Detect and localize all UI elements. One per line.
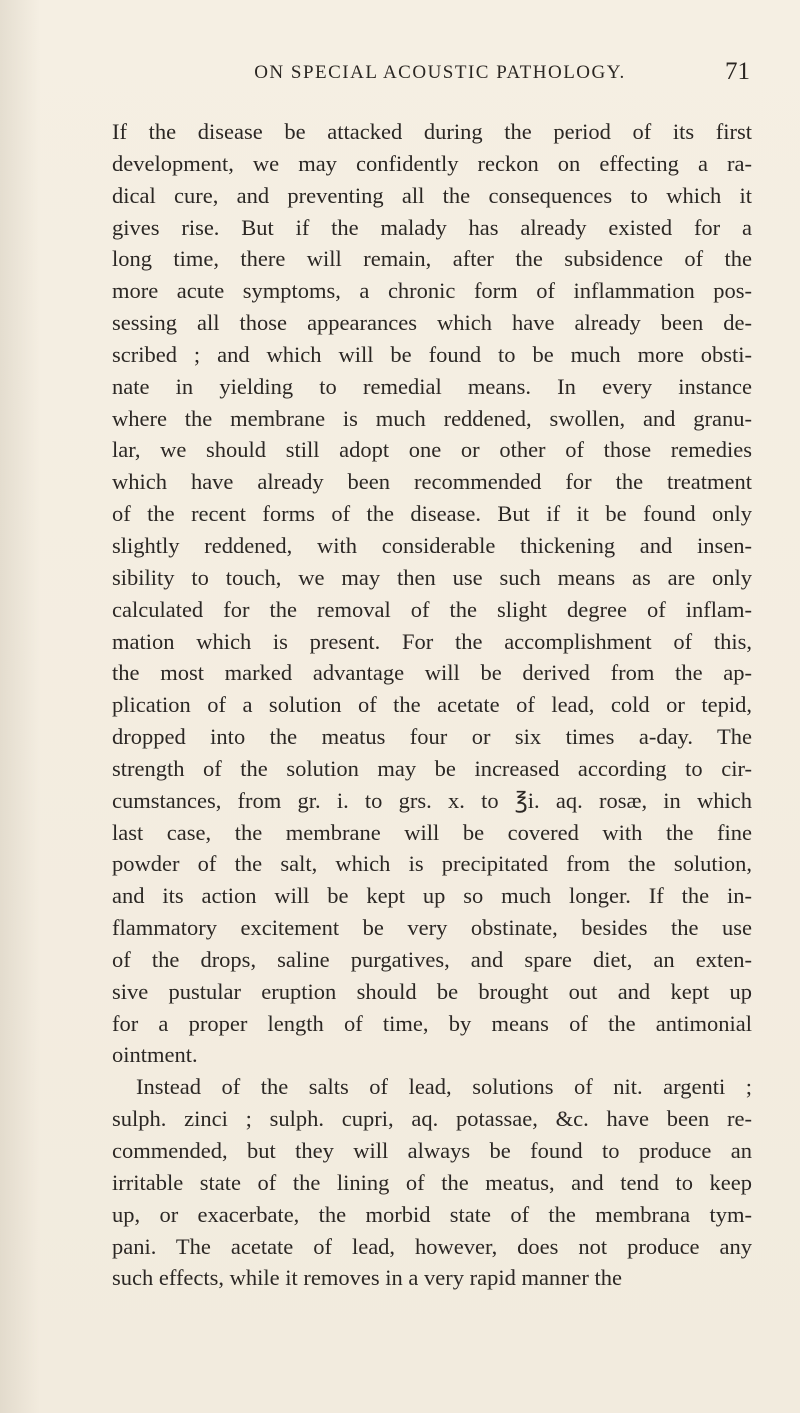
- body-text: [112, 116, 752, 1294]
- text-line: gives rise. But if the malady has already existed for a: [112, 214, 752, 240]
- text-line: strength of the solution may be increased according to cir-: [112, 755, 752, 781]
- text-line: nate in yielding to remedial means. In every instance: [112, 373, 752, 399]
- text-line: Instead of the salts of lead, solutions of nit. argenti ;: [136, 1074, 752, 1100]
- text-line: for a proper length of time, by means of the antimonial: [112, 1010, 752, 1036]
- text-line: dical cure, and preventing all the consequences to which it: [112, 182, 752, 208]
- paragraph: [112, 1071, 752, 1294]
- text-line: irritable state of the lining of the meatus, and tend to keep: [112, 1169, 752, 1195]
- text-line: lar, we should still adopt one or other of those remedies: [112, 437, 752, 463]
- text-line: and its action will be kept up so much longer. If the in-: [112, 883, 752, 909]
- text-line: the most marked advantage will be derived from the ap-: [112, 660, 752, 686]
- text-line: calculated for the removal of the slight degree of inflam-: [112, 596, 752, 622]
- text-line: If the disease be attacked during the period of its first: [112, 119, 752, 144]
- text-line: more acute symptoms, a chronic form of inflammation pos-: [112, 278, 752, 304]
- text-line: up, or exacerbate, the morbid state of the membrana tym-: [112, 1201, 752, 1227]
- text-line: of the recent forms of the disease. But if it be found only: [112, 501, 752, 527]
- text-line: sulph. zinci ; sulph. cupri, aq. potassae, &c. have been re-: [112, 1106, 752, 1132]
- text-line: plication of a solution of the acetate of lead, cold or tepid,: [112, 692, 752, 718]
- text-line: long time, there will remain, after the subsidence of the: [112, 246, 752, 272]
- text-line: of the drops, saline purgatives, and spare diet, an exten-: [112, 946, 752, 972]
- text-line: powder of the salt, which is precipitated from the solution,: [112, 851, 752, 877]
- text-line: ointment.: [112, 1042, 198, 1068]
- running-head: [140, 58, 750, 98]
- text-line: development, we may confidently reckon on effecting a ra-: [112, 150, 752, 176]
- text-line: slightly reddened, with considerable thickening and insen-: [112, 532, 752, 558]
- text-line: scribed ; and which will be found to be much more obsti-: [112, 341, 752, 367]
- text-line: flammatory excitement be very obstinate, besides the use: [112, 915, 752, 941]
- text-line: last case, the membrane will be covered with the fine: [112, 819, 752, 845]
- page-number: 71: [725, 58, 750, 85]
- text-line: sibility to touch, we may then use such means as are only: [112, 564, 752, 590]
- text-line: such effects, while it removes in a very rapid manner the: [112, 1265, 623, 1291]
- text-line: sessing all those appearances which have already been de-: [112, 310, 752, 336]
- paragraph: [112, 116, 752, 1071]
- text-line: pani. The acetate of lead, however, does not produce any: [112, 1233, 752, 1259]
- text-line: commended, but they will always be found to produce an: [112, 1138, 752, 1163]
- text-line: dropped into the meatus four or six times a-day. The: [112, 724, 752, 750]
- text-line: mation which is present. For the accomplishment of this,: [112, 628, 752, 654]
- text-line: which have already been recommended for the treatment: [112, 469, 752, 495]
- text-line: cumstances, from gr. i. to grs. x. to ℥i. aq. rosæ, in which: [112, 787, 752, 813]
- text-line: where the membrane is much reddened, swollen, and granu-: [112, 405, 752, 431]
- text-line: sive pustular eruption should be brought out and kept up: [112, 978, 752, 1004]
- running-head-title: ON SPECIAL ACOUSTIC PATHOLOGY.: [254, 62, 626, 83]
